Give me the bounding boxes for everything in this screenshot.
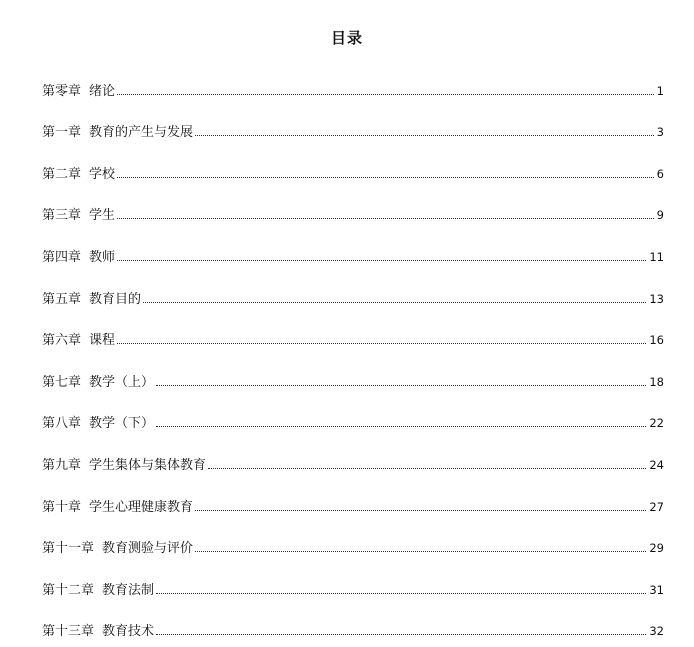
toc-title: 目录 (330, 29, 363, 47)
toc-chapter-number: 第一章 (42, 125, 82, 141)
toc-chapter-number: 第四章 (42, 249, 82, 265)
toc-entry[interactable] (42, 306, 664, 348)
toc-dot-leader (117, 260, 646, 261)
toc-page-number: 11 (649, 249, 664, 264)
toc-dot-leader (117, 177, 654, 178)
toc-page-number: 29 (649, 541, 664, 556)
toc-chapter-number: 第六章 (42, 333, 82, 349)
toc-entry-title: 教育测验与评价 (102, 541, 194, 557)
toc-entry-title: 教学（上） (89, 374, 155, 390)
toc-chapter-number: 第八章 (42, 416, 82, 432)
toc-entry[interactable] (42, 514, 664, 556)
toc-dot-leader (156, 634, 646, 635)
toc-entry[interactable] (42, 430, 664, 472)
toc-dot-leader (156, 385, 646, 386)
toc-dot-leader (156, 593, 646, 594)
toc-entry[interactable] (42, 139, 664, 181)
toc-dot-leader (195, 551, 646, 552)
toc-list (42, 56, 664, 638)
toc-chapter-number: 第二章 (42, 166, 82, 182)
toc-chapter-number: 第七章 (42, 374, 82, 390)
toc-dot-leader (117, 218, 654, 219)
toc-entry-title: 学生心理健康教育 (89, 499, 194, 515)
toc-entry[interactable] (42, 389, 664, 431)
toc-entry[interactable] (42, 264, 664, 306)
toc-entry-title: 绪论 (89, 83, 116, 99)
toc-entry-title: 教师 (89, 249, 116, 265)
toc-entry-title: 课程 (89, 333, 116, 349)
toc-dot-leader (117, 94, 654, 95)
toc-page-number: 31 (649, 582, 664, 597)
toc-entry[interactable] (42, 222, 664, 264)
toc-dot-leader (156, 426, 646, 427)
toc-entry[interactable] (42, 555, 664, 597)
toc-page-number: 16 (649, 333, 664, 348)
toc-entry-title: 学校 (89, 166, 116, 182)
toc-page-number: 18 (649, 374, 664, 389)
toc-dot-leader (195, 510, 646, 511)
toc-chapter-number: 第十三章 (42, 624, 95, 640)
toc-page-number: 32 (649, 624, 664, 639)
toc-dot-leader (117, 343, 646, 344)
toc-entry[interactable] (42, 472, 664, 514)
toc-page-number: 27 (649, 499, 664, 514)
toc-dot-leader (143, 302, 646, 303)
toc-page-number: 24 (649, 457, 664, 472)
toc-chapter-number: 第五章 (42, 291, 82, 307)
toc-entry[interactable] (42, 98, 664, 140)
toc-entry-title: 教学（下） (89, 416, 155, 432)
toc-entry[interactable] (42, 181, 664, 223)
toc-page-number: 3 (656, 125, 664, 140)
toc-chapter-number: 第零章 (42, 83, 82, 99)
toc-page-number: 9 (656, 208, 664, 223)
toc-entry-title: 教育的产生与发展 (89, 125, 194, 141)
toc-chapter-number: 第十章 (42, 499, 82, 515)
toc-page-number: 6 (656, 166, 664, 181)
toc-entry[interactable] (42, 347, 664, 389)
toc-page-number: 22 (649, 416, 664, 431)
toc-dot-leader (208, 468, 646, 469)
toc-entry-title: 学生 (89, 208, 116, 224)
toc-page-number: 1 (656, 83, 664, 98)
toc-entry-title: 教育法制 (102, 582, 155, 598)
toc-entry[interactable] (42, 56, 664, 98)
toc-entry-title: 教育目的 (89, 291, 142, 307)
toc-entry-title: 学生集体与集体教育 (89, 457, 207, 473)
toc-chapter-number: 第十二章 (42, 582, 95, 598)
toc-chapter-number: 第三章 (42, 208, 82, 224)
toc-entry-title: 教育技术 (102, 624, 155, 640)
toc-page-number: 13 (649, 291, 664, 306)
toc-entry[interactable] (42, 597, 664, 639)
toc-chapter-number: 第九章 (42, 457, 82, 473)
toc-dot-leader (195, 135, 654, 136)
toc-chapter-number: 第十一章 (42, 541, 95, 557)
